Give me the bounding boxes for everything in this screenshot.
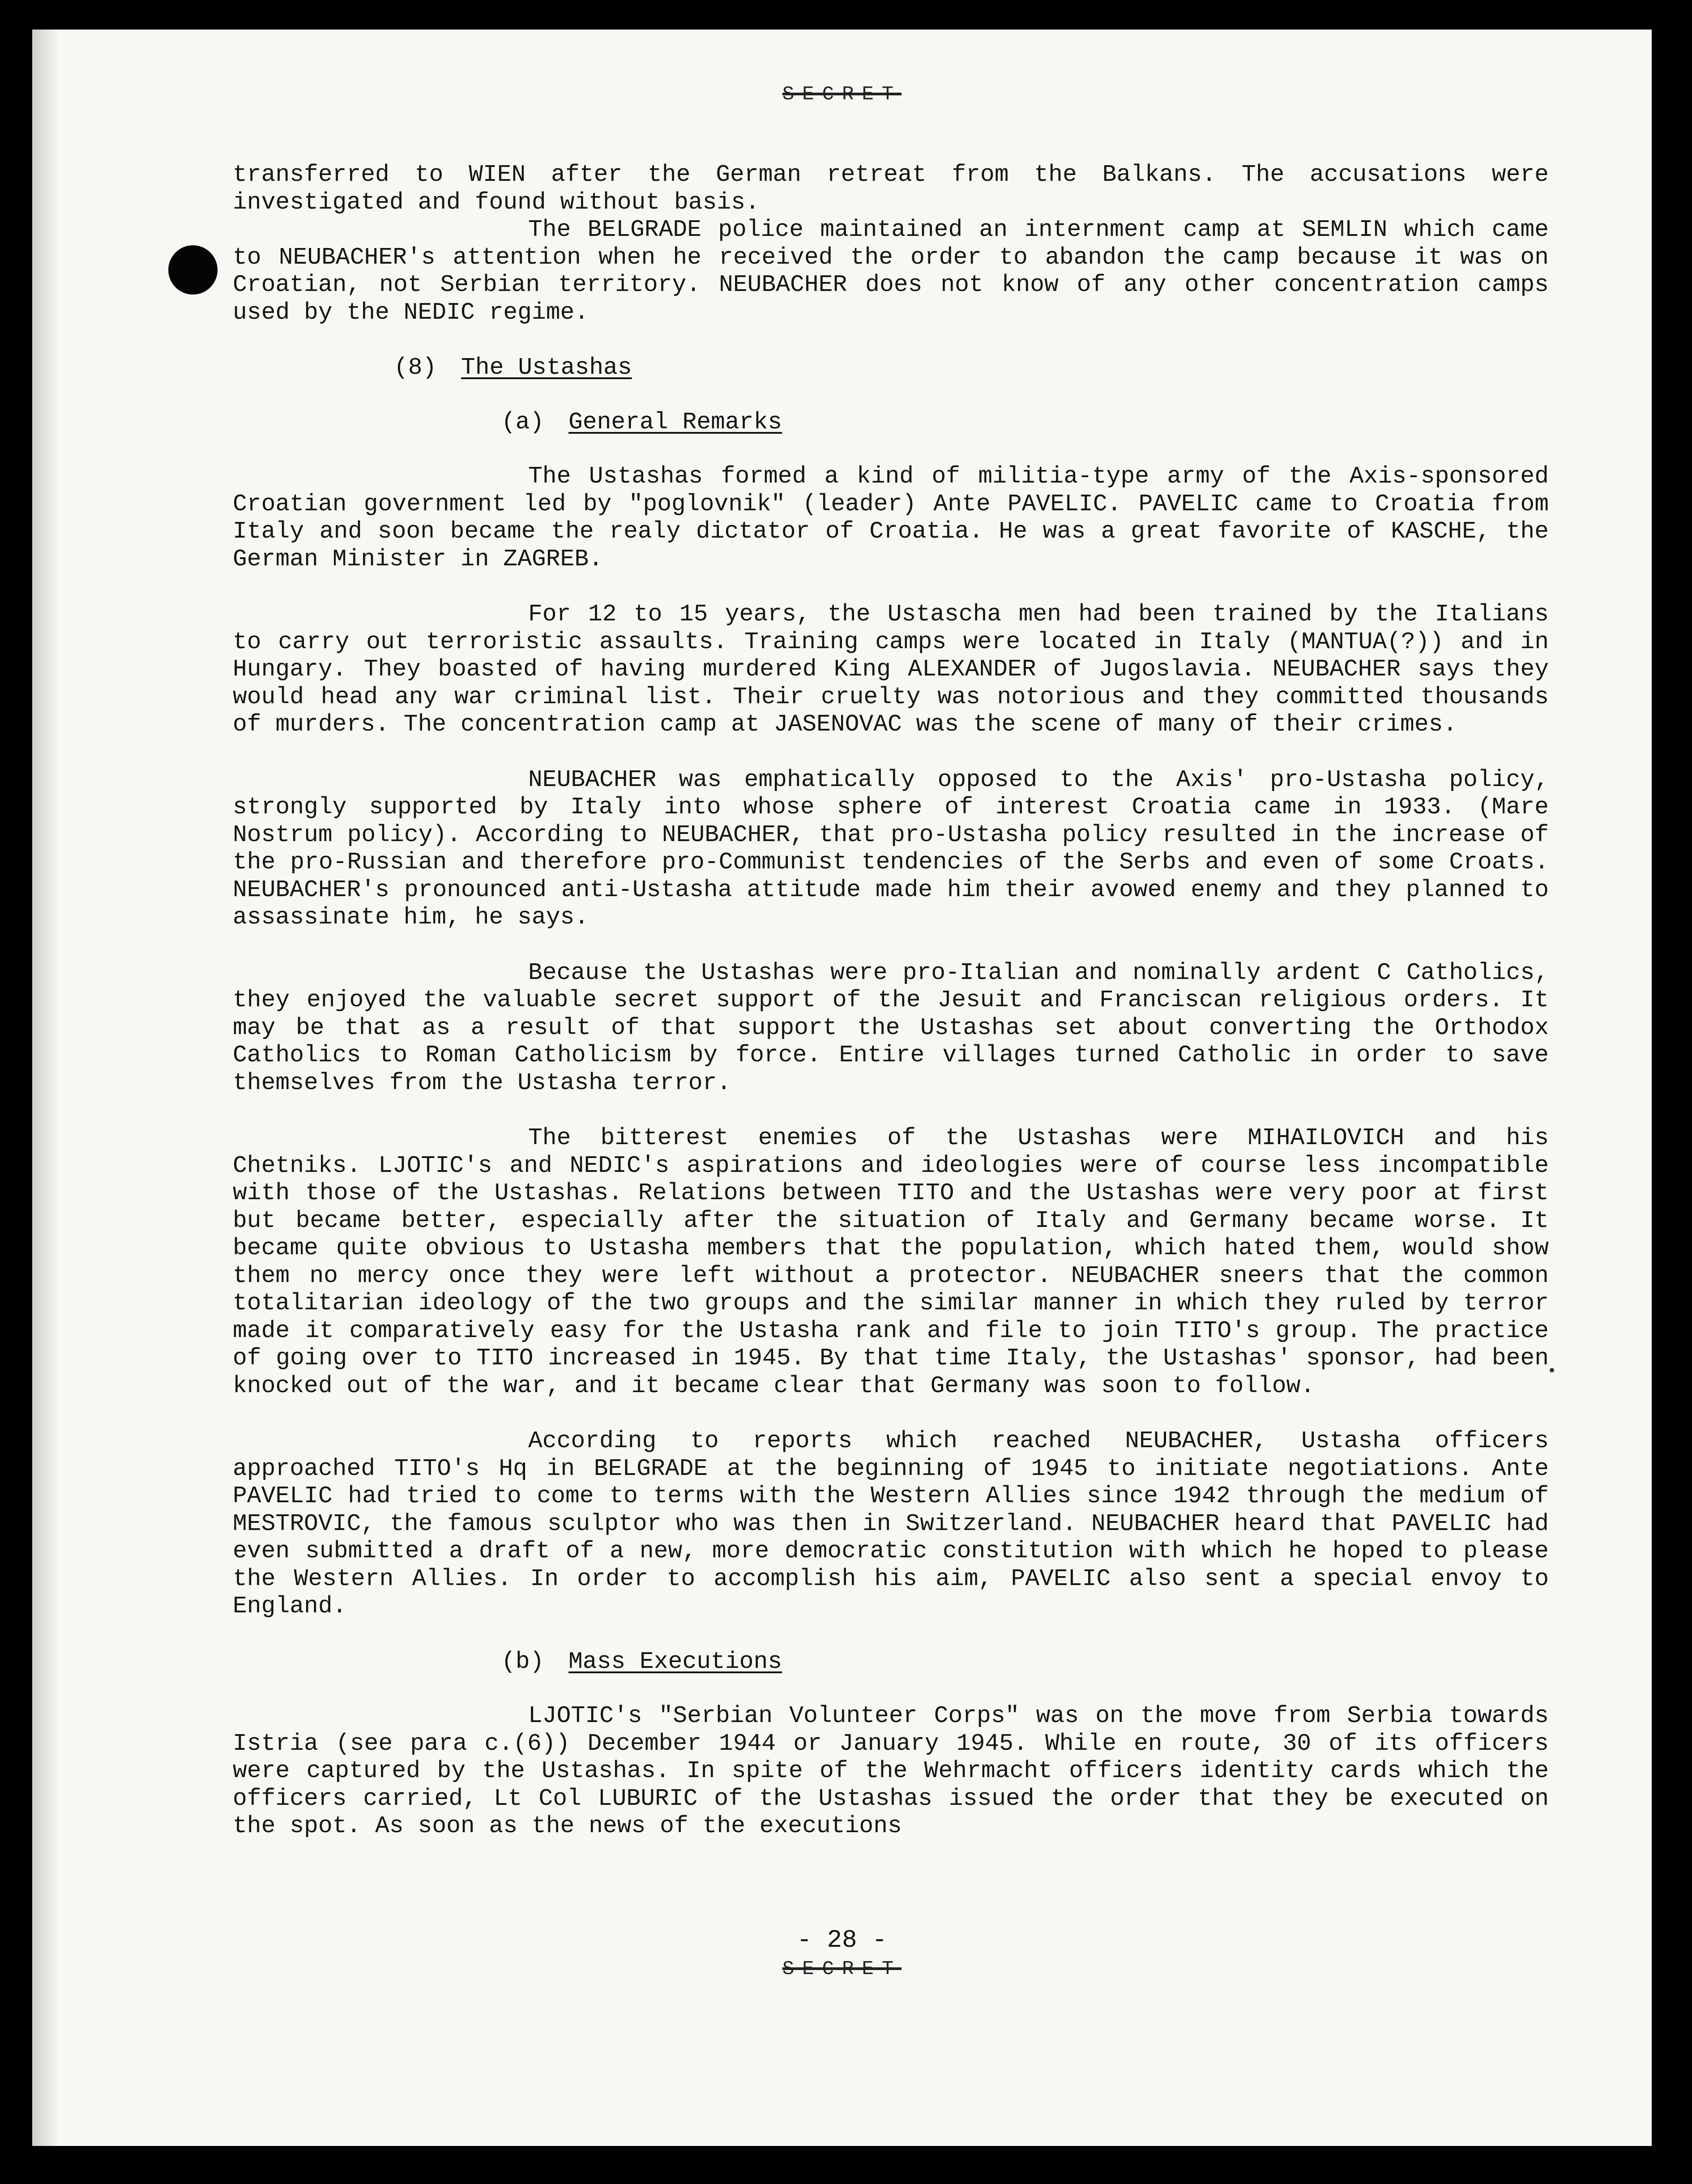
body-paragraph: transferred to WIEN after the German retreat from the Balkans. The accusations were investigated and found without basis. bbox=[233, 161, 1549, 216]
classification-marking-top bbox=[32, 83, 1652, 106]
section-heading bbox=[233, 354, 1549, 382]
punch-hole bbox=[168, 245, 218, 295]
body-paragraph: LJOTIC's "Serbian Volunteer Corps" was on the move from Serbia towards Istria (see para c.(6)) December 1944 or January 1945. While en route, 30 of its officers were captured by the Ustashas. In spite of the Wehrmacht officers identity cards which the officers carried, Lt Col LUBURIC of the Ustashas issued the order that they be executed on the spot. As soon as the news of the executions bbox=[233, 1702, 1549, 1839]
classification-marking-text: SECRET bbox=[782, 1958, 902, 1980]
body-paragraph: The BELGRADE police maintained an internment camp at SEMLIN which came to NEUBACHER's attention when he received the order to abandon the camp because it was on Croatian, not Serbian territory. NEUBACHER does not know of any other concentration camps used by the NEDIC regime. bbox=[233, 216, 1549, 326]
section-number: (8) bbox=[394, 354, 437, 381]
document-body bbox=[233, 161, 1549, 1868]
body-paragraph: Because the Ustashas were pro-Italian and nominally ardent C Catholics, they enjoyed the valuable secret support of the Jesuit and Franciscan religious orders. It may be that as a result of that support the Ustashas set about converting the Orthodox Catholics to Roman Catholicism by force. Entire villages turned Catholic in order to save themselves from the Ustasha terror. bbox=[233, 959, 1549, 1096]
section-title: Mass Executions bbox=[568, 1648, 782, 1675]
page-edge-shadow bbox=[32, 30, 59, 2146]
section-heading bbox=[233, 409, 1549, 436]
classification-marking-text: SECRET bbox=[782, 83, 902, 106]
body-paragraph: For 12 to 15 years, the Ustascha men had been trained by the Italians to carry out terroristic assaults. Training camps were located in Italy (MANTUA(?)) and in Hungary. They boasted of having murdered King ALEXANDER of Jugoslavia. NEUBACHER says they would head any war criminal list. Their cruelty was notorious and they committed thousands of murders. The concentration camp at JASENOVAC was the scene of many of their crimes. bbox=[233, 601, 1549, 738]
body-paragraph: NEUBACHER was emphatically opposed to the Axis' pro-Ustasha policy, strongly supported by Italy into whose sphere of interest Croatia came in 1933. (Mare Nostrum policy). According to NEUBACHER, that pro-Ustasha policy resulted in the increase of the pro-Russian and therefore pro-Communist tendencies of the Serbs and even of some Croats. NEUBACHER's pronounced anti-Ustasha attitude made him their avowed enemy and they planned to assassinate him, he says. bbox=[233, 766, 1549, 931]
body-paragraph: The Ustashas formed a kind of militia-type army of the Axis-sponsored Croatian government led by "poglovnik" (leader) Ante PAVELIC. PAVELIC came to Croatia from Italy and soon became the realy dictator of Croatia. He was a great favorite of KASCHE, the German Minister in ZAGREB. bbox=[233, 463, 1549, 573]
body-paragraph: The bitterest enemies of the Ustashas were MIHAILOVICH and his Chetniks. LJOTIC's and NEDIC's aspirations and ideologies were of course less incompatible with those of the Ustashas. Relations between TITO and the Ustashas were very poor at first but became better, especially after the situation of Italy and Germany became worse. It became quite obvious to Ustasha members that the population, which hated them, would show them no mercy once they were left without a protector. NEUBACHER sneers that the common totalitarian ideology of the two groups and the similar manner in which they ruled by terror made it comparatively easy for the Ustasha rank and file to join TITO's group. The practice of going over to TITO increased in 1945. By that time Italy, the Ustashas' sponsor, had been knocked out of the war, and it became clear that Germany was soon to follow. bbox=[233, 1124, 1549, 1399]
body-paragraph: According to reports which reached NEUBACHER, Ustasha officers approached TITO's Hq in BELGRADE at the beginning of 1945 to initiate negotiations. Ante PAVELIC had tried to come to terms with the Western Allies since 1942 through the medium of MESTROVIC, the famous sculptor who was then in Switzerland. NEUBACHER heard that PAVELIC had even submitted a draft of a new, more democratic constitution with which he hoped to please the Western Allies. In order to accomplish his aim, PAVELIC also sent a special envoy to England. bbox=[233, 1428, 1549, 1620]
section-number: (a) bbox=[501, 408, 544, 436]
page-number: - 28 - bbox=[797, 1926, 887, 1954]
section-title: General Remarks bbox=[568, 408, 782, 436]
classification-marking-bottom bbox=[32, 1958, 1652, 1980]
section-heading bbox=[233, 1648, 1549, 1676]
scan-speck bbox=[1550, 1368, 1554, 1372]
document-page bbox=[32, 30, 1652, 2146]
section-number: (b) bbox=[501, 1648, 544, 1675]
section-title: The Ustashas bbox=[461, 354, 632, 381]
